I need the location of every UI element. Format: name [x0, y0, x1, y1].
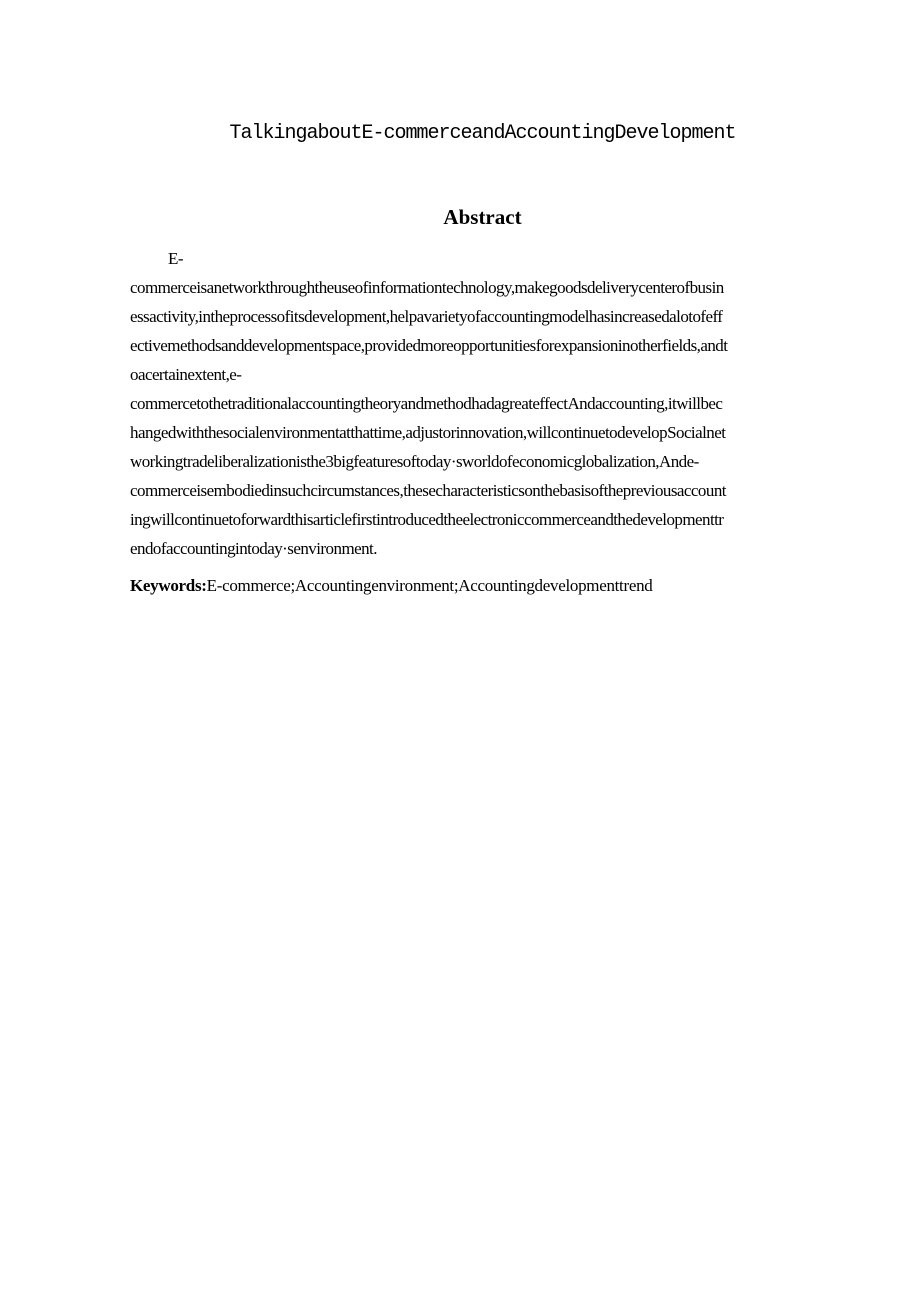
abstract-line: commerceisanetworkthroughtheuseofinformationtechnology,makegoodsdeliverycenterofbusin: [130, 278, 724, 297]
abstract-heading: Abstract: [443, 205, 522, 229]
abstract-line: ectivemethodsanddevelopmentspace,providedmoreopportunitiesforexpansioninotherfields,andt: [130, 336, 728, 355]
abstract-line: essactivity,intheprocessofitsdevelopment,helpavarietyofaccountingmodelhasincreasedalotofeff: [130, 307, 723, 326]
abstract-line: hangedwiththesocialenvironmentatthattime,adjustorinnovation,willcontinuetodevelopSocialnet: [130, 423, 726, 442]
abstract-line: ingwillcontinuetoforwardthisarticlefirstintroducedtheelectroniccommerceandthedevelopmenttr: [130, 510, 724, 529]
abstract-line: workingtradeliberalizationisthe3bigfeaturesoftoday·sworldofeconomicglobalization,Ande-: [130, 452, 699, 471]
abstract-line: commerceisembodiedinsuchcircumstances,thesecharacteristicsonthebasisofthepreviousaccount: [130, 481, 726, 500]
abstract-line: oacertainextent,e-: [130, 365, 242, 384]
abstract-line: E-: [168, 249, 183, 268]
keywords-text: E-commerce;Accountingenvironment;Accountingdevelopmenttrend: [206, 576, 653, 595]
keywords-label: Keywords:: [130, 576, 207, 595]
abstract-line: commercetothetraditionalaccountingtheoryandmethodhadagreateffectAndaccounting,itwillbec: [130, 394, 723, 413]
abstract-line: endofaccountingintoday·senvironment.: [130, 539, 377, 558]
keywords-line: [130, 571, 653, 601]
document-title: TalkingaboutE-commerceandAccountingDevelopment: [229, 122, 736, 145]
